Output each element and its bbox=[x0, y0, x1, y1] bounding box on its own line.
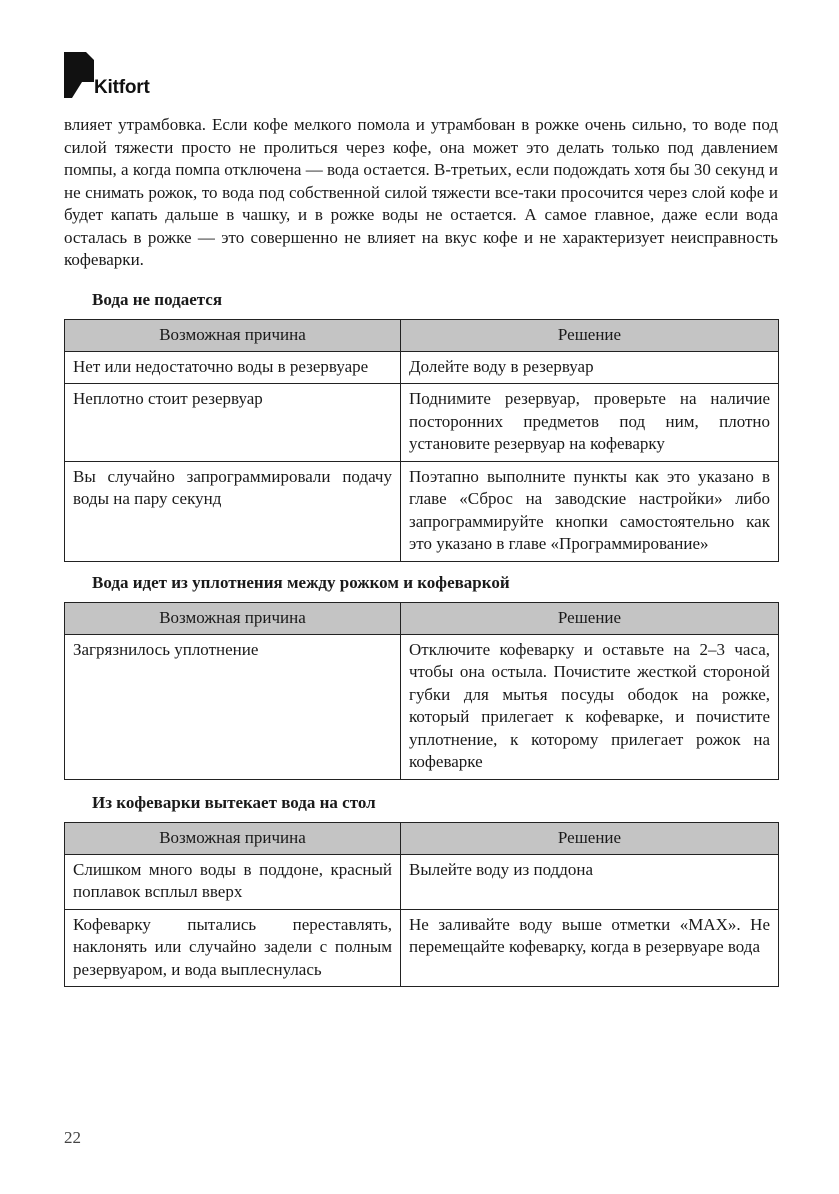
solution-cell: Не заливайте воду выше отметки «MAX». Не перемещайте кофеварку, когда в резервуаре вода bbox=[401, 909, 779, 987]
table-row bbox=[65, 384, 779, 462]
cause-cell: Загрязнилось уплотнение bbox=[65, 634, 401, 779]
header-cause: Возможная причина bbox=[65, 602, 401, 634]
troubleshooting-table-table-leak bbox=[64, 822, 779, 988]
table-row bbox=[65, 909, 779, 987]
solution-cell: Отключите кофеварку и оставьте на 2–3 часа, чтобы она остыла. Почистите жесткой стороной губки для мытья посуды ободок на рожке, который прилегает к кофеварке, и почистите уплотнение, к которому прилегает рожок на кофеварке bbox=[401, 634, 779, 779]
section-title-no-water: Вода не подается bbox=[92, 289, 223, 309]
table-header-row bbox=[65, 822, 779, 854]
cause-cell: Вы случайно запрограммировали подачу воды на пару секунд bbox=[65, 461, 401, 561]
logo-text: Kitfort bbox=[94, 77, 150, 98]
section-title-seal-leak: Вода идет из уплотнения между рожком и кофеваркой bbox=[92, 572, 510, 592]
page-content bbox=[64, 114, 778, 987]
solution-cell: Долейте воду в резервуар bbox=[401, 351, 779, 384]
troubleshooting-table-seal-leak bbox=[64, 602, 779, 780]
header-solution: Решение bbox=[401, 602, 779, 634]
solution-cell: Вылейте воду из поддона bbox=[401, 854, 779, 909]
section-title-table-leak: Из кофеварки вытекает вода на стол bbox=[92, 792, 376, 812]
solution-cell: Поднимите резервуар, проверьте на наличие посторонних предметов под ним, плотно установите резервуар на кофеварку bbox=[401, 384, 779, 462]
table-header-row bbox=[65, 319, 779, 351]
header-solution: Решение bbox=[401, 822, 779, 854]
kitfort-logo-icon bbox=[64, 52, 94, 98]
troubleshooting-table-no-water bbox=[64, 319, 779, 562]
table-row bbox=[65, 461, 779, 561]
header-cause: Возможная причина bbox=[65, 319, 401, 351]
intro-paragraph: влияет утрамбовка. Если кофе мелкого помола и утрамбован в рожке очень сильно, то воде под силой тяжести просто не пролиться через кофе, она может это делать только под давлением помпы, а когда помпа отключена — вода остается. В-третьих, если подождать хотя бы 30 секунд и не снимать рожок, то вода под собственной силой тяжести все-таки просочится через слой кофе и будет капать дальше в чашку, и в рожке воды не остается. А самое главное, даже если вода осталась в рожке — это совершенно не влияет на вкус кофе и не характеризует неисправность кофеварки. bbox=[64, 115, 778, 269]
cause-cell: Слишком много воды в поддоне, красный поплавок всплыл вверх bbox=[65, 854, 401, 909]
cause-cell: Кофеварку пытались переставлять, наклонять или случайно задели с полным резервуаром, и вода выплеснулась bbox=[65, 909, 401, 987]
header-solution: Решение bbox=[401, 319, 779, 351]
brand-logo bbox=[64, 52, 204, 102]
cause-cell: Нет или недостаточно воды в резервуаре bbox=[65, 351, 401, 384]
table-row bbox=[65, 351, 779, 384]
cause-cell: Неплотно стоит резервуар bbox=[65, 384, 401, 462]
table-row bbox=[65, 634, 779, 779]
table-row bbox=[65, 854, 779, 909]
page-number: 22 bbox=[64, 1128, 81, 1147]
header-cause: Возможная причина bbox=[65, 822, 401, 854]
table-header-row bbox=[65, 602, 779, 634]
solution-cell: Поэтапно выполните пункты как это указано в главе «Сброс на заводские настройки» либо запрограммируйте кнопки самостоятельно как это указано в главе «Программирование» bbox=[401, 461, 779, 561]
